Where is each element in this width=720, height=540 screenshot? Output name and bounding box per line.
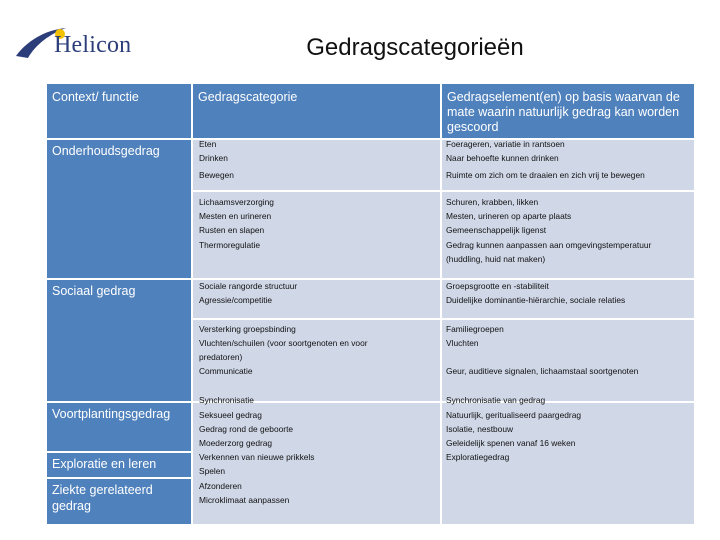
category-item: Sociale rangorde structuur bbox=[199, 281, 298, 291]
category-item: Seksueel gedrag bbox=[199, 410, 262, 420]
context-exploratie-en-leren: Exploratie en leren bbox=[47, 453, 191, 477]
helicon-logo bbox=[14, 22, 154, 66]
element-item: Isolatie, nestbouw bbox=[446, 424, 514, 434]
page-title: Gedragscategorieën bbox=[306, 34, 524, 61]
element-item: Schuren, krabben, likken bbox=[446, 197, 539, 207]
category-item: Eten bbox=[199, 139, 217, 149]
behavior-table bbox=[47, 84, 694, 524]
element-item: Ruimte om zich om te draaien en zich vrij te bewegen bbox=[446, 170, 645, 180]
category-item: Thermoregulatie bbox=[199, 240, 260, 250]
category-item: Rusten en slapen bbox=[199, 225, 265, 235]
category-item: Spelen bbox=[199, 466, 226, 476]
category-item: Verkennen van nieuwe prikkels bbox=[199, 452, 315, 462]
element-item: Geur, auditieve signalen, lichaamstaal soortgenoten bbox=[446, 366, 639, 376]
element-item: Gedrag kunnen aanpassen aan omgevingstemperatuur (huddling, huid nat maken) bbox=[446, 240, 652, 264]
category-item: Communicatie bbox=[199, 366, 253, 376]
context-ziekte-gerelateerd-gedrag: Ziekte gerelateerd gedrag bbox=[47, 479, 191, 524]
element-item: Natuurlijk, geritualiseerd paargedrag bbox=[446, 410, 582, 420]
context-onderhoudsgedrag: Onderhoudsgedrag bbox=[47, 140, 191, 278]
context-voortplantingsgedrag: Voortplantingsgedrag bbox=[47, 403, 191, 451]
element-item: Foerageren, variatie in rantsoen bbox=[446, 139, 565, 149]
category-item: Lichaamsverzorging bbox=[199, 197, 274, 207]
category-item: Drinken bbox=[199, 153, 228, 163]
category-item: Mesten en urineren bbox=[199, 211, 272, 221]
category-item: Afzonderen bbox=[199, 481, 242, 491]
category-item: Vluchten/schuilen (voor soortgenoten en voor predatoren) bbox=[199, 338, 368, 362]
category-item: Bewegen bbox=[199, 170, 234, 180]
element-item: Geleidelijk spenen vanaf 16 weken bbox=[446, 438, 576, 448]
logo-text: Helicon bbox=[54, 32, 132, 58]
category-item: Moederzorg gedrag bbox=[199, 438, 273, 448]
context-sociaal-gedrag: Sociaal gedrag bbox=[47, 280, 191, 401]
category-item: Microklimaat aanpassen bbox=[199, 495, 290, 505]
element-item: Naar behoefte kunnen drinken bbox=[446, 153, 559, 163]
element-item: Familiegroepen bbox=[446, 324, 504, 334]
header-category: Gedragscategorie bbox=[193, 84, 440, 138]
category-item: Versterking groepsbinding bbox=[199, 324, 296, 334]
cell-block bbox=[193, 140, 440, 190]
element-item: Groepsgrootte en -stabiliteit bbox=[446, 281, 549, 291]
element-item: Mesten, urineren op aparte plaats bbox=[446, 211, 572, 221]
element-item: Exploratiegedrag bbox=[446, 452, 510, 462]
header-context: Context/ functie bbox=[47, 84, 191, 138]
element-item: Gemeenschappelijk ligenst bbox=[446, 225, 547, 235]
category-item: Gedrag rond de geboorte bbox=[199, 424, 294, 434]
element-item: Duidelijke dominantie-hiërarchie, sociale relaties bbox=[446, 295, 626, 305]
element-item: Synchronisatie van gedrag bbox=[446, 395, 546, 405]
category-item: Synchronisatie bbox=[199, 395, 254, 405]
header-element: Gedragselement(en) op basis waarvan de mate waarin natuurlijk gedrag kan worden gescoord bbox=[442, 84, 694, 138]
element-item: Vluchten bbox=[446, 338, 479, 348]
category-item: Agressie/competitie bbox=[199, 295, 273, 305]
